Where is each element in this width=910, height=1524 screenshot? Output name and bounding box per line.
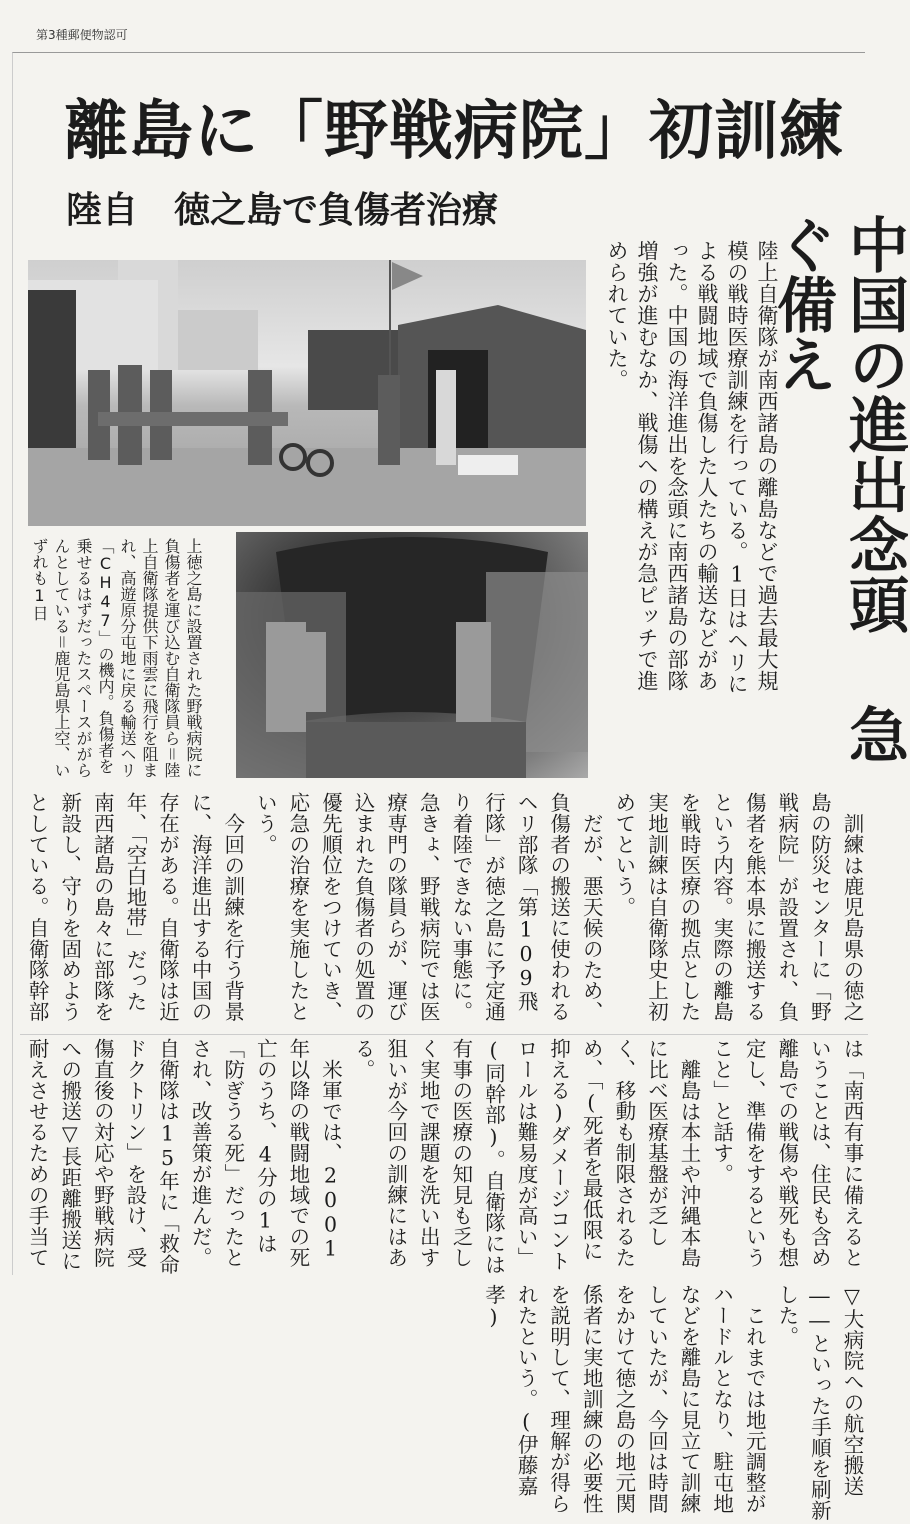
field-hospital-photo (28, 260, 586, 526)
side-headline: 中国の進出念頭 急ぐ備え (767, 214, 909, 764)
main-headline: 離島に「野戦病院」初訓練 (64, 95, 844, 169)
body-paragraph: 今回の訓練を行う背景に、海洋進出する中国の存在がある。自衛隊は近年、「空白地帯」だった南西諸島の島々に部隊を新設し、守りを固めようとしている。自衛隊幹部は「南西有事に備えるということは、住民も含め離島での戦傷や戦死も想定し、準備をするということ」と話す。 (25, 792, 864, 1268)
body-paragraph: 訓練は鹿児島県の徳之島の防災センターに「野戦病院」が設置され、負傷者を熊本県に搬送するという内容。実際の離島を戦時医療の拠点とした実地訓練は自衛隊史上初めてという。 (611, 792, 864, 1022)
article-body (20, 792, 868, 1521)
postal-permit-note: 第3種郵便物認可 (36, 28, 128, 42)
photo-caption: 上徳之島に設置された野戦病院に負傷者を運び込む自衛隊員ら＝陸上自衛隊提供下雨雲に飛行を阻まれ、高遊原分屯地に戻る輸送ヘリ「CH47」の機内。負傷者を乗せるはずだったスペースががらんとしている＝鹿児島県上空、いずれも1日 (30, 538, 203, 778)
helicopter-interior-photo (236, 532, 588, 778)
lead-paragraph: 陸上自衛隊が南西諸島の離島などで過去最大規模の戦時医療訓練を行っている。1日はヘリによる戦闘地域で負傷した人たちの輸送などがあった。中国の海洋進出を念頭に南西諸島の部隊増強が進むなか、戦傷への構えが急ピッチで進められていた。 (605, 240, 779, 695)
helicopter-interior-illustration (236, 532, 588, 778)
body-paragraph: だが、悪天候のため、負傷者の搬送に使われるヘリ部隊「第109飛行隊」が徳之島に予定通り着陸できない事態に。急きょ、野戦病院では医療専門の隊員らが、運び込まれた負傷者の処置の優先順位をつけていき、応急の治療を実施したという。 (253, 792, 604, 1022)
sub-headline: 陸自 徳之島で負傷者治療 (66, 190, 499, 231)
body-paragraph: これまでは地元調整がハードルとなり、駐屯地などを離島に見立て訓練していたが、今回は時間をかけて徳之島の地元関係者に実地訓練の必要性を説明して、理解が得られたという。(伊藤嘉孝) (481, 1284, 767, 1514)
field-hospital-illustration (28, 260, 586, 526)
body-paragraph: 離島は本土や沖縄本島に比べ医療基盤が乏しく、移動も制限されるため、「(死者を最低限に抑える)ダメージコントロールは難易度が高い」(同幹部)。自衛隊には有事の医療の知見も乏しく実地で課題を洗い出す狙いが今回の訓練にはある。 (351, 1038, 702, 1275)
body-paragraph: 米軍では、2001年以降の戦闘地域での死亡のうち、4分の1は「防ぎうる死」だったとされ、改善策が進んだ。自衛隊は15年に「救命ドクトリン」を設け、受傷直後の対応や野戦病院への搬送▽長距離搬送に耐えさせるための手当て▽大病院への航空搬送――といった手順を刷新した。 (25, 1038, 864, 1521)
